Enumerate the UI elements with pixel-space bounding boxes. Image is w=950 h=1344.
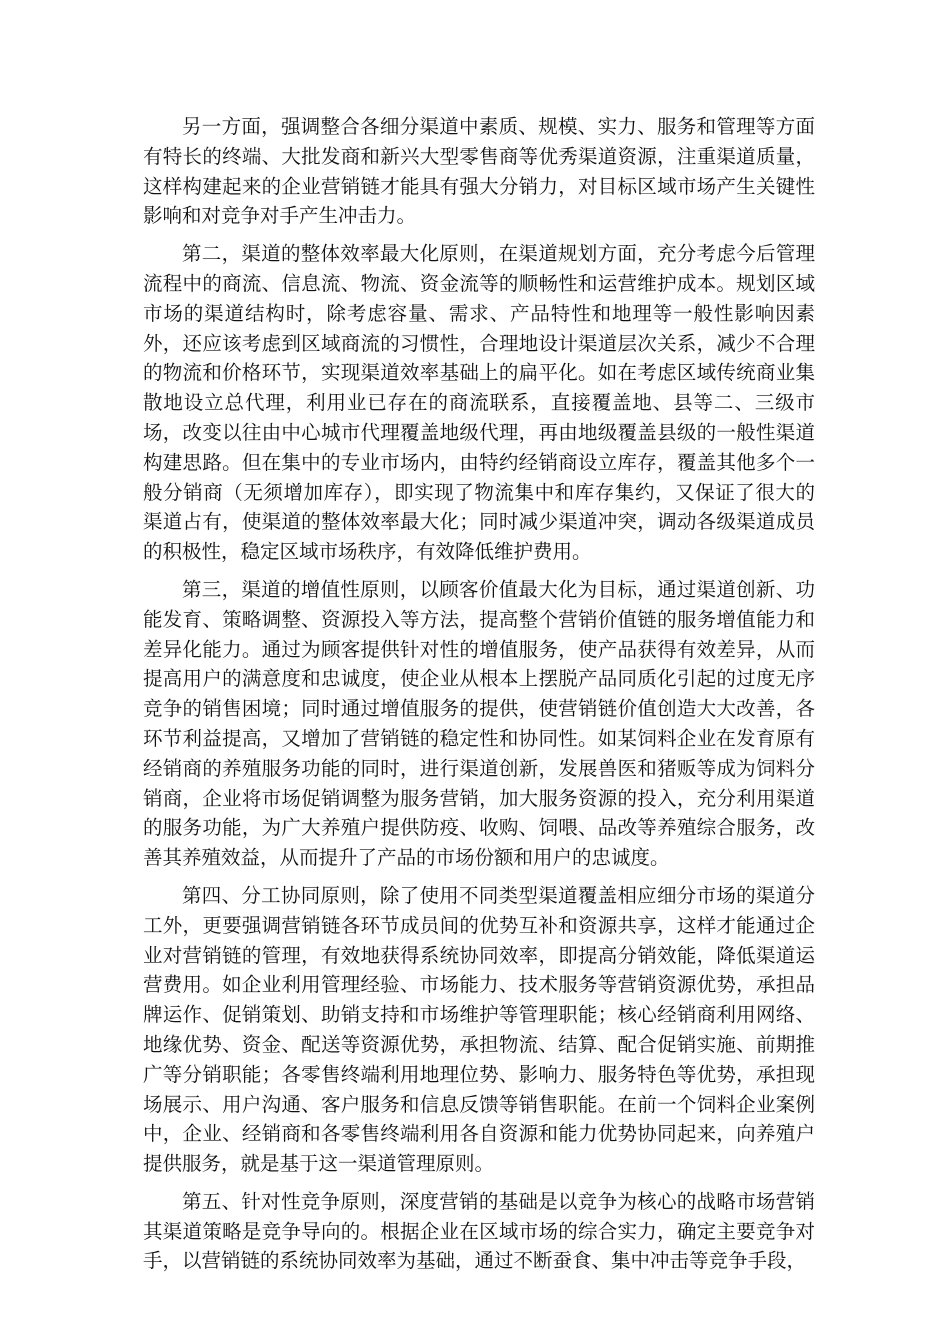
- paragraph-principle-efficiency: 第二，渠道的整体效率最大化原则，在渠道规划方面，充分考虑今后管理流程中的商流、信息流、物流、资金流等的顺畅性和运营维护成本。规划区域市场的渠道结构时，除考虑容量、需求、产品特性和地理等一般性影响因素外，还应该考虑到区域商流的习惯性，合理地设计渠道层次关系，减少不合理的物流和价格环节，实现渠道效率基础上的扁平化。如在考虑区域传统商业集散地设立总代理，利用业已存在的商流联系，直接覆盖地、县等二、三级市场，改变以往由中心城市代理覆盖地级代理，再由地级覆盖县级的一般性渠道构建思路。但在集中的专业市场内，由特约经销商设立库存，覆盖其他多个一般分销商（无须增加库存），即实现了物流集中和库存集约，又保证了很大的渠道占有，使渠道的整体效率最大化；同时减少渠道冲突，调动各级渠道成员的积极性，稳定区域市场秩序，有效降低维护费用。: [143, 242, 815, 564]
- paragraph-principle-value-added: 第三，渠道的增值性原则，以顾客价值最大化为目标，通过渠道创新、功能发育、策略调整、资源投入等方法，提高整个营销价值链的服务增值能力和差异化能力。通过为顾客提供针对性的增值服务，使产品获得有效差异，从而提高用户的满意度和忠诚度，使企业从根本上摆脱产品同质化引起的过度无序竞争的销售困境；同时通过增值服务的提供，使营销链价值创造大大改善，各环节利益提高，又增加了营销链的稳定性和协同性。如某饲料企业在发育原有经销商的养殖服务功能的同时，进行渠道创新，发展兽医和猪贩等成为饲料分销商，企业将市场促销调整为服务营销，加大服务资源的投入，充分利用渠道的服务功能，为广大养殖户提供防疫、收购、饲喂、品改等养殖综合服务，改善其养殖效益，从而提升了产品的市场份额和用户的忠诚度。: [143, 577, 815, 870]
- document-body: [143, 112, 815, 1284]
- paragraph-principle-competition: 第五、针对性竞争原则，深度营销的基础是以竞争为核心的战略市场营销其渠道策略是竞争导向的。根据企业在区域市场的综合实力，确定主要竞争对手，以营销链的系统协同效率为基础，通过不断蚕食、集中冲击等竞争手段，: [143, 1189, 815, 1273]
- paragraph-integration: 另一方面，强调整合各细分渠道中素质、规模、实力、服务和管理等方面有特长的终端、大批发商和新兴大型零售商等优秀渠道资源，注重渠道质量，这样构建起来的企业营销链才能具有强大分销力，对目标区域市场产生关键性影响和对竞争对手产生冲击力。: [143, 115, 815, 228]
- paragraph-principle-collaboration: 第四、分工协同原则，除了使用不同类型渠道覆盖相应细分市场的渠道分工外，更要强调营销链各环节成员间的优势互补和资源共享，这样才能通过企业对营销链的管理，有效地获得系统协同效率，即提高分销效能，降低渠道运营费用。如企业利用管理经验、市场能力、技术服务等营销资源优势，承担品牌运作、促销策划、助销支持和市场维护等管理职能；核心经销商利用网络、地缘优势、资金、配送等资源优势，承担物流、结算、配合促销实施、前期推广等分销职能；各零售终端利用地理位势、影响力、服务特色等优势，承担现场展示、用户沟通、客户服务和信息反馈等销售职能。在前一个饲料企业案例中，企业、经销商和各零售终端利用各自资源和能力优势协同起来，向养殖户提供服务，就是基于这一渠道管理原则。: [143, 883, 815, 1176]
